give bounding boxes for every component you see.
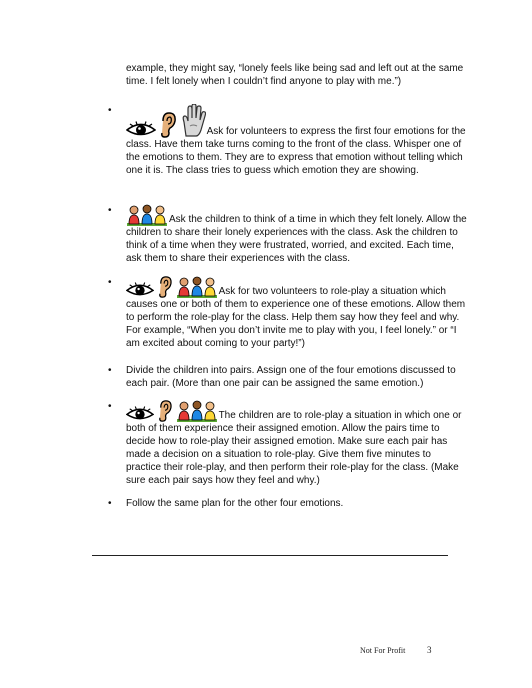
children-group-icon xyxy=(126,204,168,226)
activity-icons xyxy=(126,276,218,298)
activity-icons xyxy=(126,204,168,226)
list-item xyxy=(108,104,468,177)
hand-icon xyxy=(180,104,206,138)
item-text: Ask for two volunteers to role-play a situation which causes one or both of them to experience one of these emotions. Allow them to perform the role-play for the class. Help them say how they feel and why. For example, “When you don’t invite me to play with you, I feel lonely.” or “I am excited about coming to your party!”) xyxy=(126,286,466,349)
list-item xyxy=(108,497,468,510)
activity-icons xyxy=(126,400,218,422)
eye-icon xyxy=(126,281,154,298)
children-group-icon xyxy=(176,276,218,298)
ear-icon xyxy=(157,276,173,298)
footer-text: Not For Profit xyxy=(360,646,406,655)
intro-paragraph: example, they might say, “lonely feels like being sad and left out at the same time. I felt lonely when I couldn’t find anyone to play with me.”) xyxy=(126,63,464,87)
list-item xyxy=(108,364,468,390)
bullet: • xyxy=(108,401,112,412)
activity-icons xyxy=(126,104,206,138)
item-text: Ask the children to think of a time in which they felt lonely. Allow the children to share their lonely experiences with the class. Ask the children to think of a time when they were frustrated, worried, and excited. Each time, ask them to share their experiences with the class. xyxy=(126,214,467,264)
item-text: Follow the same plan for the other four emotions. xyxy=(126,498,344,509)
children-group-icon xyxy=(176,400,218,422)
list-item xyxy=(108,400,468,487)
ear-icon xyxy=(157,400,173,422)
bullet: • xyxy=(108,105,112,116)
item-text: Divide the children into pairs. Assign one of the four emotions discussed to each pair. (More than one pair can be assigned the same emotion.) xyxy=(126,365,456,389)
eye-icon xyxy=(126,405,154,422)
ear-icon xyxy=(159,112,177,138)
eye-icon xyxy=(126,120,156,138)
horizontal-rule xyxy=(92,555,448,556)
item-text: The children are to role-play a situation in which one or both of them experience their assigned emotion. Allow the pairs time to decide how to role-play their assigned emotion. Make sure each pair has made a decision on a situation to role-play. Give them five minutes to practice their role-play, and then perform their role-play for the class. (Make sure each pair says how they feel and why.) xyxy=(126,410,462,486)
bullet: • xyxy=(108,365,112,376)
bullet: • xyxy=(108,277,112,288)
bullet: • xyxy=(108,205,112,216)
list-item xyxy=(108,276,468,350)
list-item xyxy=(108,204,468,265)
bullet: • xyxy=(108,498,112,509)
item-text: Ask for volunteers to express the first four emotions for the class. Have them take turns coming to the front of the class. Whisper one of the emotions to them. They are to express that emotion without telling which one it is. The class tries to guess which emotion they are showing. xyxy=(126,126,466,176)
page-number: 3 xyxy=(427,645,432,655)
